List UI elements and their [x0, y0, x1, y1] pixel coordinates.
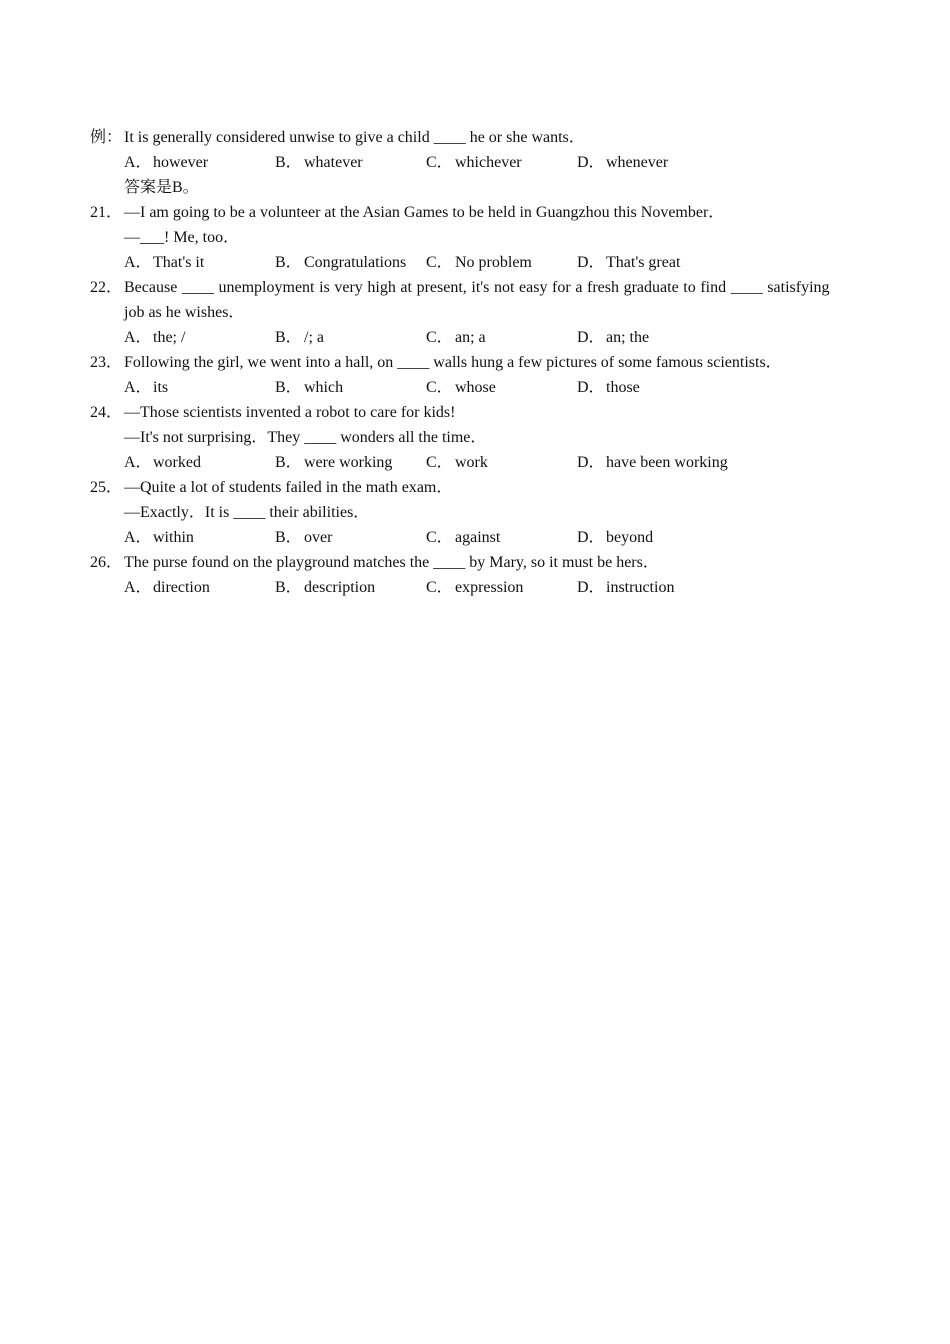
option-c	[426, 378, 496, 398]
question-number: 25．	[90, 479, 123, 496]
option-a	[124, 328, 185, 348]
option-letter: C．	[426, 529, 453, 546]
option-b	[275, 328, 324, 348]
option-text: within	[153, 529, 194, 546]
option-c	[426, 528, 500, 548]
option-letter: D．	[577, 379, 605, 396]
question-number: 23．	[90, 354, 123, 371]
option-letter: A．	[124, 579, 152, 596]
option-c	[426, 578, 523, 598]
option-letter: C．	[426, 329, 453, 346]
option-letter: A．	[124, 379, 152, 396]
option-letter: B．	[275, 454, 302, 471]
option-text: That's great	[606, 254, 681, 271]
option-letter: A．	[124, 154, 152, 171]
example-option-d	[577, 153, 668, 173]
option-text: That's it	[153, 254, 205, 271]
option-text: whatever	[304, 154, 363, 171]
example-option-b	[275, 153, 363, 173]
option-a	[124, 453, 201, 473]
option-letter: C．	[426, 154, 453, 171]
option-letter: B．	[275, 329, 302, 346]
option-c	[426, 253, 532, 273]
option-text: Congratulations	[304, 254, 407, 271]
option-b	[275, 378, 343, 398]
option-d	[577, 453, 728, 473]
option-letter: C．	[426, 379, 453, 396]
question-line: Following the girl, we went into a hall, on ____ walls hung a few pictures of some famous scientists．	[124, 354, 782, 371]
option-letter: A．	[124, 254, 152, 271]
option-letter: C．	[426, 254, 453, 271]
option-text: whose	[455, 379, 496, 396]
option-text: were working	[304, 454, 393, 471]
option-d	[577, 528, 653, 548]
option-text: No problem	[455, 254, 532, 271]
example-option-c	[426, 153, 522, 173]
option-a	[124, 528, 194, 548]
option-text: whenever	[606, 154, 669, 171]
option-a	[124, 253, 204, 273]
option-text: expression	[455, 579, 524, 596]
option-text: those	[606, 379, 640, 396]
option-text: an; the	[606, 329, 650, 346]
question-line: Because ____ unemployment is very high at present, it's not easy for a fresh graduate to find ____ satisfying	[124, 279, 830, 296]
option-text: the; /	[153, 329, 186, 346]
option-letter: D．	[577, 454, 605, 471]
option-text: an; a	[455, 329, 486, 346]
option-letter: A．	[124, 529, 152, 546]
option-a	[124, 378, 168, 398]
option-letter: B．	[275, 154, 302, 171]
option-letter: C．	[426, 579, 453, 596]
option-c	[426, 328, 486, 348]
option-text: however	[153, 154, 209, 171]
option-d	[577, 378, 640, 398]
question-line: —I am going to be a volunteer at the Asian Games to be held in Guangzhou this November．	[124, 204, 725, 221]
option-letter: D．	[577, 154, 605, 171]
question-number: 24．	[90, 404, 123, 421]
option-text: description	[304, 579, 376, 596]
option-text: its	[153, 379, 169, 396]
option-letter: D．	[577, 529, 605, 546]
option-c	[426, 453, 488, 473]
example-stem: It is generally considered unwise to give a child ____ he or she wants．	[124, 129, 585, 146]
option-letter: B．	[275, 529, 302, 546]
option-text: beyond	[606, 529, 654, 546]
option-b	[275, 578, 375, 598]
option-b	[275, 453, 392, 473]
example-option-a	[124, 153, 208, 173]
option-text: work	[455, 454, 488, 471]
option-text: worked	[153, 454, 201, 471]
question-line: —Exactly．It is ____ their abilities．	[124, 504, 370, 521]
option-a	[124, 578, 210, 598]
option-text: instruction	[606, 579, 675, 596]
option-letter: B．	[275, 254, 302, 271]
question-line: job as he wishes．	[124, 304, 245, 321]
option-letter: A．	[124, 329, 152, 346]
option-letter: D．	[577, 329, 605, 346]
option-text: /; a	[304, 329, 324, 346]
option-d	[577, 253, 680, 273]
question-line: The purse found on the playground matches the ____ by Mary, so it must be hers．	[124, 554, 659, 571]
question-number: 26．	[90, 554, 123, 571]
option-letter: B．	[275, 379, 302, 396]
option-letter: D．	[577, 579, 605, 596]
question-number: 21．	[90, 204, 123, 221]
example-label: 例：	[90, 129, 123, 146]
option-text: against	[455, 529, 501, 546]
option-d	[577, 578, 674, 598]
option-d	[577, 328, 649, 348]
option-letter: D．	[577, 254, 605, 271]
option-b	[275, 253, 406, 273]
question-line: —It's not surprising．They ____ wonders all the time．	[124, 429, 487, 446]
option-letter: B．	[275, 579, 302, 596]
question-line: —___! Me, too．	[124, 229, 240, 246]
option-letter: C．	[426, 454, 453, 471]
example-answer: 答案是B。	[124, 179, 199, 196]
option-text: which	[304, 379, 344, 396]
option-text: whichever	[455, 154, 522, 171]
question-line: —Those scientists invented a robot to care for kids!	[124, 404, 456, 421]
question-line: —Quite a lot of students failed in the math exam．	[124, 479, 453, 496]
option-b	[275, 528, 332, 548]
option-text: have been working	[606, 454, 728, 471]
option-text: over	[304, 529, 333, 546]
option-letter: A．	[124, 454, 152, 471]
option-text: direction	[153, 579, 210, 596]
question-number: 22．	[90, 279, 123, 296]
